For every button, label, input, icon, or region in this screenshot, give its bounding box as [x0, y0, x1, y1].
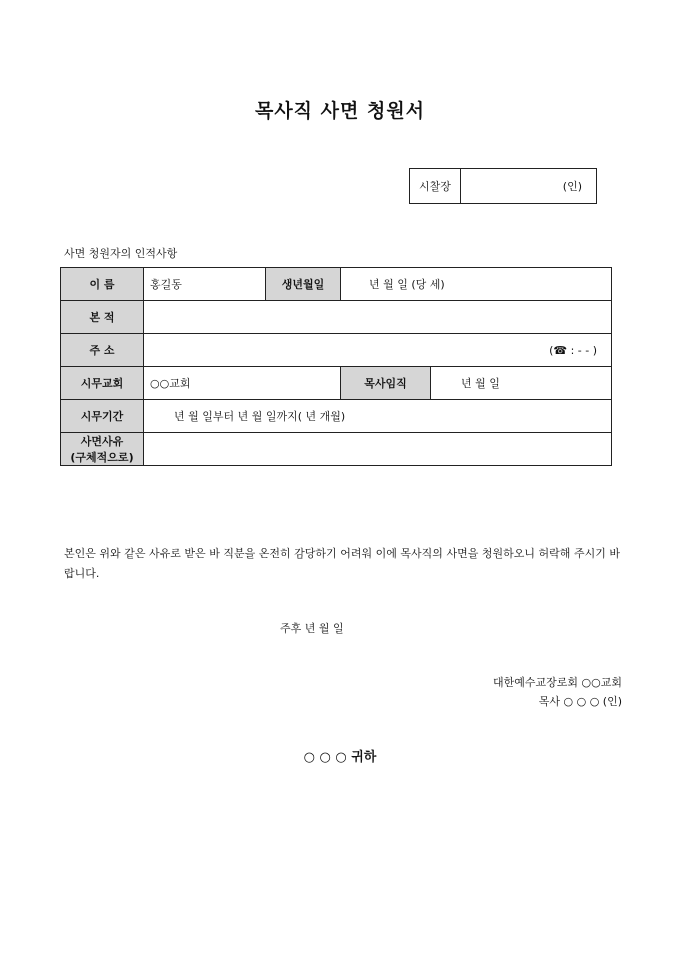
table-row	[61, 268, 612, 301]
period-value[interactable]: 년 월 일부터 년 월 일까지( 년 개월)	[144, 400, 612, 433]
approval-label: 시찰장	[410, 169, 461, 203]
approval-stamp-box	[409, 168, 597, 204]
ordination-value[interactable]: 년 월 일	[431, 367, 612, 400]
approval-seal: (인)	[562, 180, 582, 193]
birth-value[interactable]: 년 월 일 (당 세)	[341, 268, 612, 301]
section-label: 사면 청원자의 인적사항	[64, 247, 178, 260]
personal-info-table	[60, 267, 612, 466]
table-row	[61, 334, 612, 367]
table-row	[61, 400, 612, 433]
address-label: 주 소	[61, 334, 144, 367]
name-label: 이 름	[61, 268, 144, 301]
date-line: 주후 년 월 일	[280, 622, 344, 635]
reason-sub-label: (구체적으로)	[70, 451, 134, 464]
table-row	[61, 367, 612, 400]
domicile-value[interactable]	[144, 301, 612, 334]
table-row	[61, 433, 612, 466]
address-phone[interactable]: (☎ : - - )	[144, 334, 612, 367]
period-label: 시무기간	[61, 400, 144, 433]
name-value[interactable]: 홍길동	[144, 268, 266, 301]
addressee: ○ ○ ○ 귀하	[303, 750, 377, 765]
birth-label: 생년월일	[266, 268, 341, 301]
church-label: 시무교회	[61, 367, 144, 400]
domicile-label: 본 적	[61, 301, 144, 334]
reason-label-cell	[61, 433, 144, 466]
church-line: 대한예수교장로회 ○○교회	[493, 676, 622, 689]
church-value[interactable]: ○○교회	[144, 367, 341, 400]
table-row	[61, 301, 612, 334]
statement-text: 본인은 위와 같은 사유로 받은 바 직분을 온전히 감당하기 어려워 이에 목사직의 사면을 청원하오니 허락해 주시기 바랍니다.	[64, 547, 620, 580]
reason-value[interactable]	[144, 433, 612, 466]
document-title: 목사직 사면 청원서	[254, 100, 426, 122]
pastor-line: 목사 ○ ○ ○ (인)	[538, 695, 622, 708]
reason-label: 사면사유	[80, 435, 124, 448]
ordination-label: 목사임직	[341, 367, 431, 400]
